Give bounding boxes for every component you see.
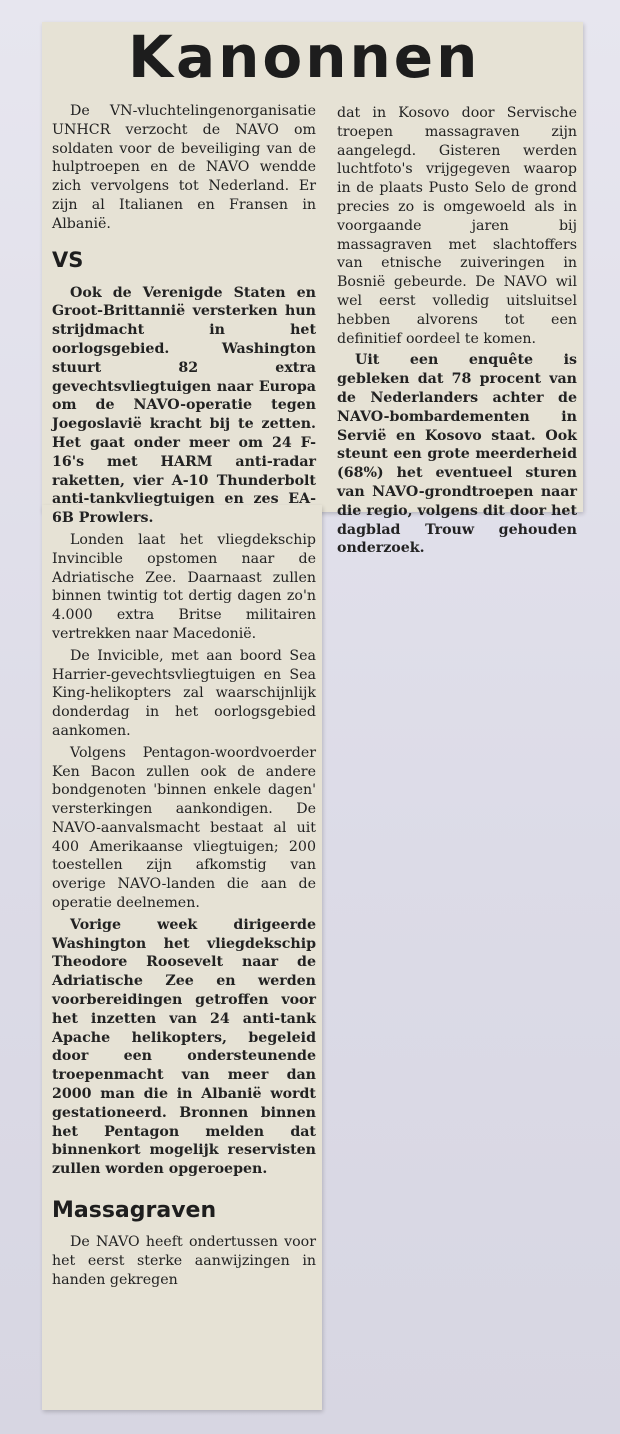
paragraph: De NAVO heeft ondertussen voor het eerst sterke aanwijzingen in handen gekregen — [52, 1234, 316, 1288]
right-column — [337, 104, 577, 561]
paragraph: Londen laat het vliegdekschip Invincible opstomen naar de Adriatische Zee. Daarnaast zullen binnen twintig tot dertig dagen zo'n 4.000 extra Britse militairen vertrekken naar Macedonië. — [52, 531, 316, 642]
left-column — [52, 102, 316, 1292]
paragraph: De Invicible, met aan boord Sea Harrier-gevechtsvliegtuigen en Sea King-helikopters zal waarschijnlijk donderdag in het oorlogsgebied aankomen. — [52, 647, 316, 739]
subheading-vs: VS — [52, 247, 84, 272]
subheading-massagraven: Massagraven — [52, 1198, 217, 1224]
headline: Kanonnen — [128, 23, 481, 91]
paragraph: De VN-vluchtelingenorganisatie UNHCR verzocht de NAVO om soldaten voor de beveiliging van de hulptroepen en de NAVO wendde zich vervolgens tot Nederland. Er zijn al Italianen en Fransen in Albanië. — [52, 103, 316, 232]
paragraph: dat in Kosovo door Servische troepen massagraven zijn aangelegd. Gisteren werden luchtfoto's vrijgegeven waarop in de plaats Pusto Selo de grond precies zo is omgewoeld als in voorgaande jaren bij massagraven met slachtoffers van etnische zuiveringen in Bosnië gebeurde. De NAVO wil wel eerst volledig uitsluitsel hebben alvorens tot een definitief oordeel te komen. — [337, 105, 577, 347]
paragraph: Ook de Verenigde Staten en Groot-Brittannië versterken hun strijdmacht in het oorlogsgebied. Washington stuurt 82 extra gevechtsvliegtuigen naar Europa om de NAVO-operatie tegen Joegoslavië kracht bij te zetten. Het gaat onder meer om 24 F-16's met HARM anti-radar raketten, vier A-10 Thunderbolt anti-tankvliegtuigen en zes EA-6B Prowlers. — [52, 284, 316, 527]
paragraph: Vorige week dirigeerde Washington het vliegdekschip Theodore Roosevelt naar de Adriatische Zee en werden voorbereidingen getroffen voor het inzetten van 24 anti-tank Apache helikopters, begeleid door een ondersteunende troepenmacht van meer dan 2000 man die in Albanië wordt gestationeerd. Bronnen binnen het Pentagon melden dat binnenkort mogelijk reservisten zullen worden opgeroepen. — [52, 916, 316, 1178]
paragraph: Volgens Pentagon-woordvoerder Ken Bacon zullen ook de andere bondgenoten 'binnen enkele dagen' versterkingen aankondigen. De NAVO-aanvalsmacht bestaat al uit 400 Amerikaanse vliegtuigen; 200 toestellen zijn afkomstig van overige NAVO-landen die aan de operatie deelnemen. — [52, 744, 316, 912]
paragraph: Uit een enquête is gebleken dat 78 procent van de Nederlanders achter de NAVO-bombardementen in Servië en Kosovo staat. Ook steunt een grote meerderheid (68%) het eventueel sturen van NAVO-grondtroepen naar die regio, volgens dit door het dagblad Trouw gehouden onderzoek. — [337, 352, 577, 557]
